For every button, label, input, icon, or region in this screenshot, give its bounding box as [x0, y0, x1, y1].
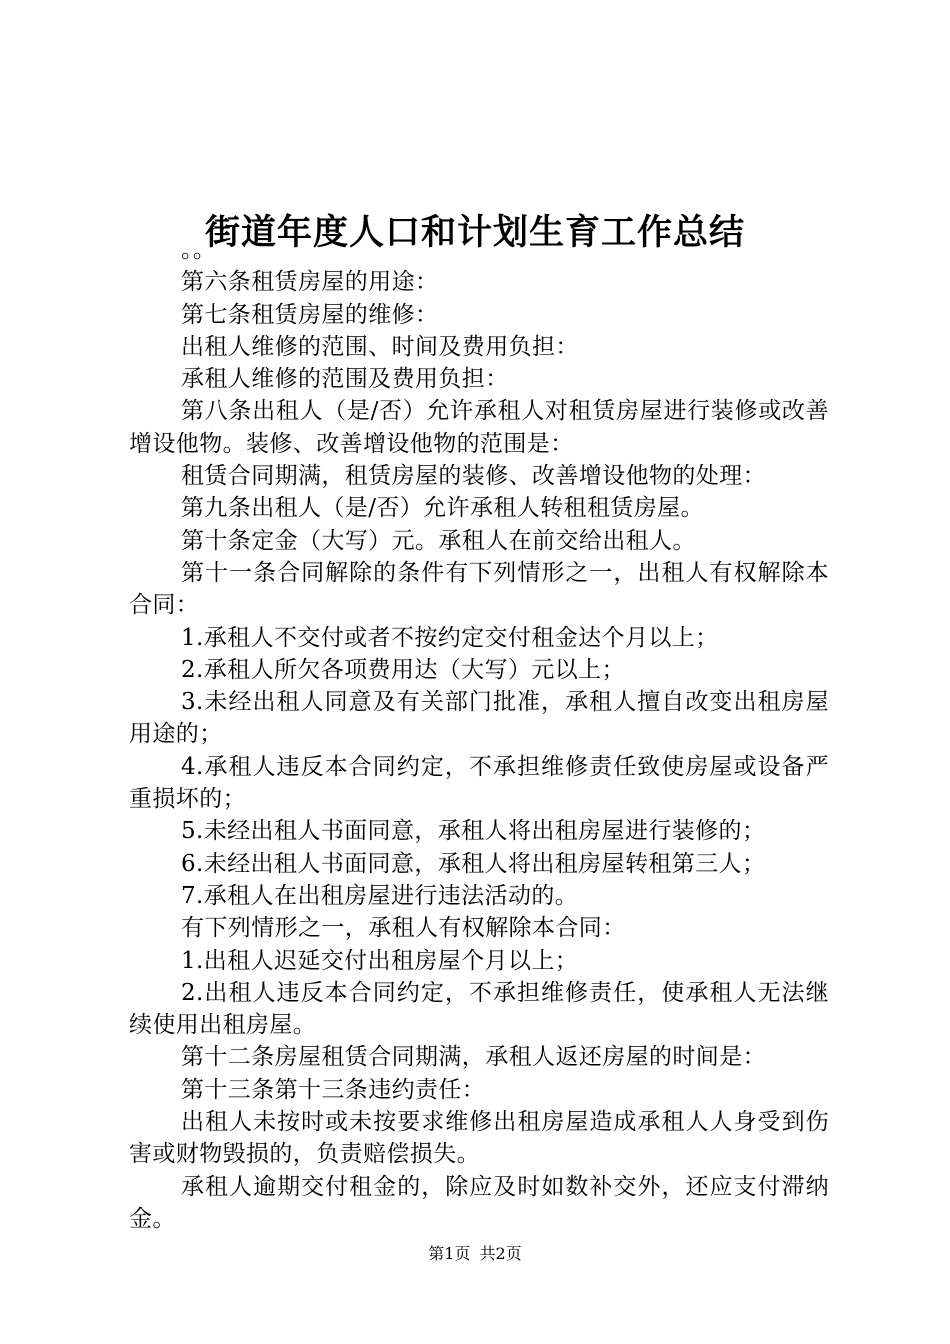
- paragraph: 第十二条房屋租赁合同期满，承租人返还房屋的时间是：: [181, 1044, 766, 1071]
- paragraph: 。。: [181, 237, 217, 263]
- paragraph: 6.未经出租人书面同意，承租人将出租房屋转租第三人；: [181, 850, 766, 877]
- paragraph: 3.未经出租人同意及有关部门批准，承租人擅自改变出租房屋用途的；: [129, 689, 829, 748]
- paragraph: 第十条定金（大写）元。承租人在前交给出租人。: [181, 527, 696, 554]
- document-body: [129, 234, 829, 1235]
- paragraph: 第十三条第十三条违约责任：: [181, 1076, 486, 1103]
- paragraph: 第十一条合同解除的条件有下列情形之一，出租人有权解除本合同：: [129, 559, 829, 619]
- page-number-total: 共2页: [479, 1244, 522, 1263]
- document-title: 街道年度人口和计划生育工作总结: [204, 212, 745, 254]
- paragraph: 出租人维修的范围、时间及费用负担：: [181, 333, 579, 360]
- paragraph: 承租人逾期交付租金的，除应及时如数补交外，还应支付滞纳金。: [129, 1173, 829, 1232]
- paragraph: 5.未经出租人书面同意，承租人将出租房屋进行装修的；: [181, 818, 766, 845]
- paragraph: 4.承租人违反本合同约定，不承担维修责任致使房屋或设备严重损坏的；: [129, 753, 829, 813]
- paragraph: 承租人维修的范围及费用负担：: [181, 366, 509, 393]
- paragraph: 第九条出租人（是/否）允许承租人转租租赁房屋。: [181, 495, 704, 522]
- paragraph: 租赁合同期满，租赁房屋的装修、改善增设他物的处理：: [181, 463, 766, 490]
- paragraph: 7.承租人在出租房屋进行违法活动的。: [181, 882, 579, 909]
- paragraph: 1.承租人不交付或者不按约定交付租金达个月以上；: [181, 624, 719, 651]
- paragraph: 2.出租人违反本合同约定，不承担维修责任，使承租人无法继续使用出租房屋。: [129, 979, 829, 1039]
- paragraph: 有下列情形之一，承租人有权解除本合同：: [181, 915, 626, 942]
- paragraph: 1.出租人迟延交付出租房屋个月以上；: [181, 947, 579, 974]
- paragraph: 出租人未按时或未按要求维修出租房屋造成承租人人身受到伤害或财物毁损的，负责赔偿损失。: [129, 1109, 829, 1168]
- paragraph: 2.承租人所欠各项费用达（大写）元以上；: [181, 656, 625, 683]
- page-footer: [0, 1243, 950, 1265]
- paragraph: 第八条出租人（是/否）允许承租人对租赁房屋进行装修或改善增设他物。装修、改善增设他物的范围是：: [129, 398, 829, 457]
- page-number-current: 第1页: [428, 1244, 471, 1263]
- paragraph: 第七条租赁房屋的维修：: [181, 301, 439, 328]
- paragraph: 第六条租赁房屋的用途：: [181, 269, 439, 296]
